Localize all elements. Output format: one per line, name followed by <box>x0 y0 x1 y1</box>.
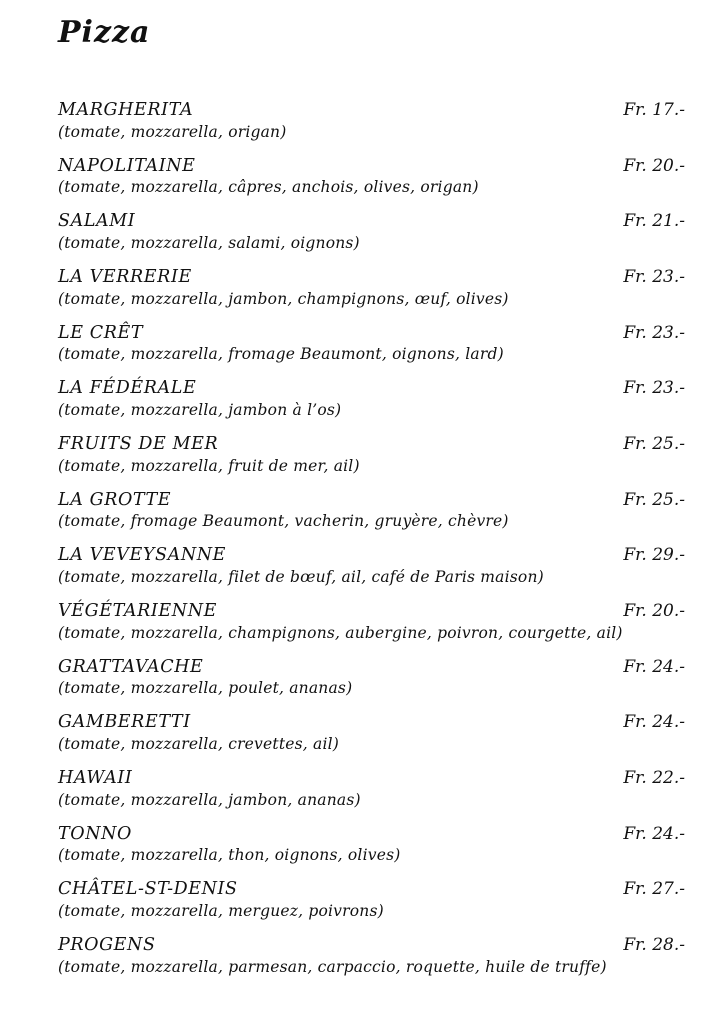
item-name: LA VEVEYSANNE <box>58 545 227 566</box>
menu-item-la-veveysanne <box>58 544 685 588</box>
menu-item-tonno <box>58 823 685 867</box>
item-price: Fr. 17.- <box>623 100 685 120</box>
item-ingredients: (tomate, mozzarella, jambon à l’os) <box>58 401 342 420</box>
menu-item-napolitaine <box>58 155 685 199</box>
item-price: Fr. 20.- <box>623 601 685 622</box>
menu-item-salami <box>58 210 685 254</box>
item-ingredients: (tomate, mozzarella, merguez, poivrons) <box>58 902 384 921</box>
item-price: Fr. 27.- <box>623 879 685 900</box>
item-ingredients: (tomate, mozzarella, jambon, ananas) <box>58 790 361 809</box>
item-ingredients: (tomate, mozzarella, fromage Beaumont, oignons, lard) <box>58 345 504 364</box>
menu-item-fruits-de-mer <box>58 433 685 477</box>
item-price: Fr. 29.- <box>623 545 685 566</box>
item-name: LE CRÊT <box>58 322 144 343</box>
item-ingredients: (tomate, mozzarella, câpres, anchois, olives, origan) <box>58 178 479 197</box>
item-price: Fr. 25.- <box>623 434 685 455</box>
item-name: GRATTAVACHE <box>58 656 204 677</box>
item-ingredients: (tomate, mozzarella, poulet, ananas) <box>58 679 353 698</box>
item-name: HAWAII <box>58 768 133 789</box>
item-price: Fr. 24.- <box>623 823 685 844</box>
item-name: GAMBERETTI <box>58 712 191 733</box>
item-ingredients: (tomate, mozzarella, salami, oignons) <box>58 234 360 253</box>
item-name: TONNO <box>58 823 132 844</box>
item-name: VÉGÉTARIENNE <box>58 601 217 622</box>
menu-item-chatel-st-denis <box>58 878 685 922</box>
item-price: Fr. 20.- <box>623 155 685 176</box>
item-name: FRUITS DE MER <box>58 434 219 455</box>
menu-item-margherita <box>58 99 685 143</box>
item-price: Fr. 22.- <box>623 768 685 789</box>
menu-item-la-federale <box>58 377 685 421</box>
item-price: Fr. 23.- <box>623 378 685 399</box>
menu-item-grattavache <box>58 656 685 700</box>
item-ingredients: (tomate, mozzarella, origan) <box>58 122 287 141</box>
item-price: Fr. 21.- <box>623 211 685 232</box>
page-title: Pizza <box>58 15 151 50</box>
item-ingredients: (tomate, mozzarella, jambon, champignons, œuf, olives) <box>58 289 509 308</box>
item-name: PROGENS <box>58 935 156 956</box>
item-ingredients: (tomate, mozzarella, thon, oignons, olives) <box>58 846 401 865</box>
item-ingredients: (tomate, mozzarella, parmesan, carpaccio, roquette, huile de truffe) <box>58 957 607 976</box>
item-name: MARGHERITA <box>58 100 194 120</box>
menu-item-le-cret <box>58 322 685 366</box>
item-ingredients: (tomate, mozzarella, fruit de mer, ail) <box>58 456 360 475</box>
menu-item-gamberetti <box>58 711 685 755</box>
item-ingredients: (tomate, mozzarella, crevettes, ail) <box>58 735 340 754</box>
item-price: Fr. 25.- <box>623 489 685 510</box>
item-ingredients: (tomate, mozzarella, filet de bœuf, ail, café de Paris maison) <box>58 568 544 587</box>
item-name: CHÂTEL-ST-DENIS <box>58 879 238 900</box>
item-name: LA GROTTE <box>58 489 172 510</box>
menu-item-progens <box>58 934 685 978</box>
item-price: Fr. 28.- <box>623 935 685 956</box>
menu-item-la-grotte <box>58 489 685 533</box>
item-name: LA VERRERIE <box>58 267 192 288</box>
item-name: LA FÉDÉRALE <box>58 378 197 399</box>
item-ingredients: (tomate, mozzarella, champignons, aubergine, poivron, courgette, ail) <box>58 623 623 642</box>
item-price: Fr. 23.- <box>623 322 685 343</box>
item-name: SALAMI <box>58 211 136 232</box>
menu-item-la-verrerie <box>58 266 685 310</box>
menu-item-hawaii <box>58 767 685 811</box>
menu-item-vegetarienne <box>58 600 685 644</box>
item-ingredients: (tomate, fromage Beaumont, vacherin, gruyère, chèvre) <box>58 512 509 531</box>
item-price: Fr. 24.- <box>623 712 685 733</box>
item-name: NAPOLITAINE <box>58 155 196 176</box>
item-price: Fr. 24.- <box>623 656 685 677</box>
item-price: Fr. 23.- <box>623 267 685 288</box>
